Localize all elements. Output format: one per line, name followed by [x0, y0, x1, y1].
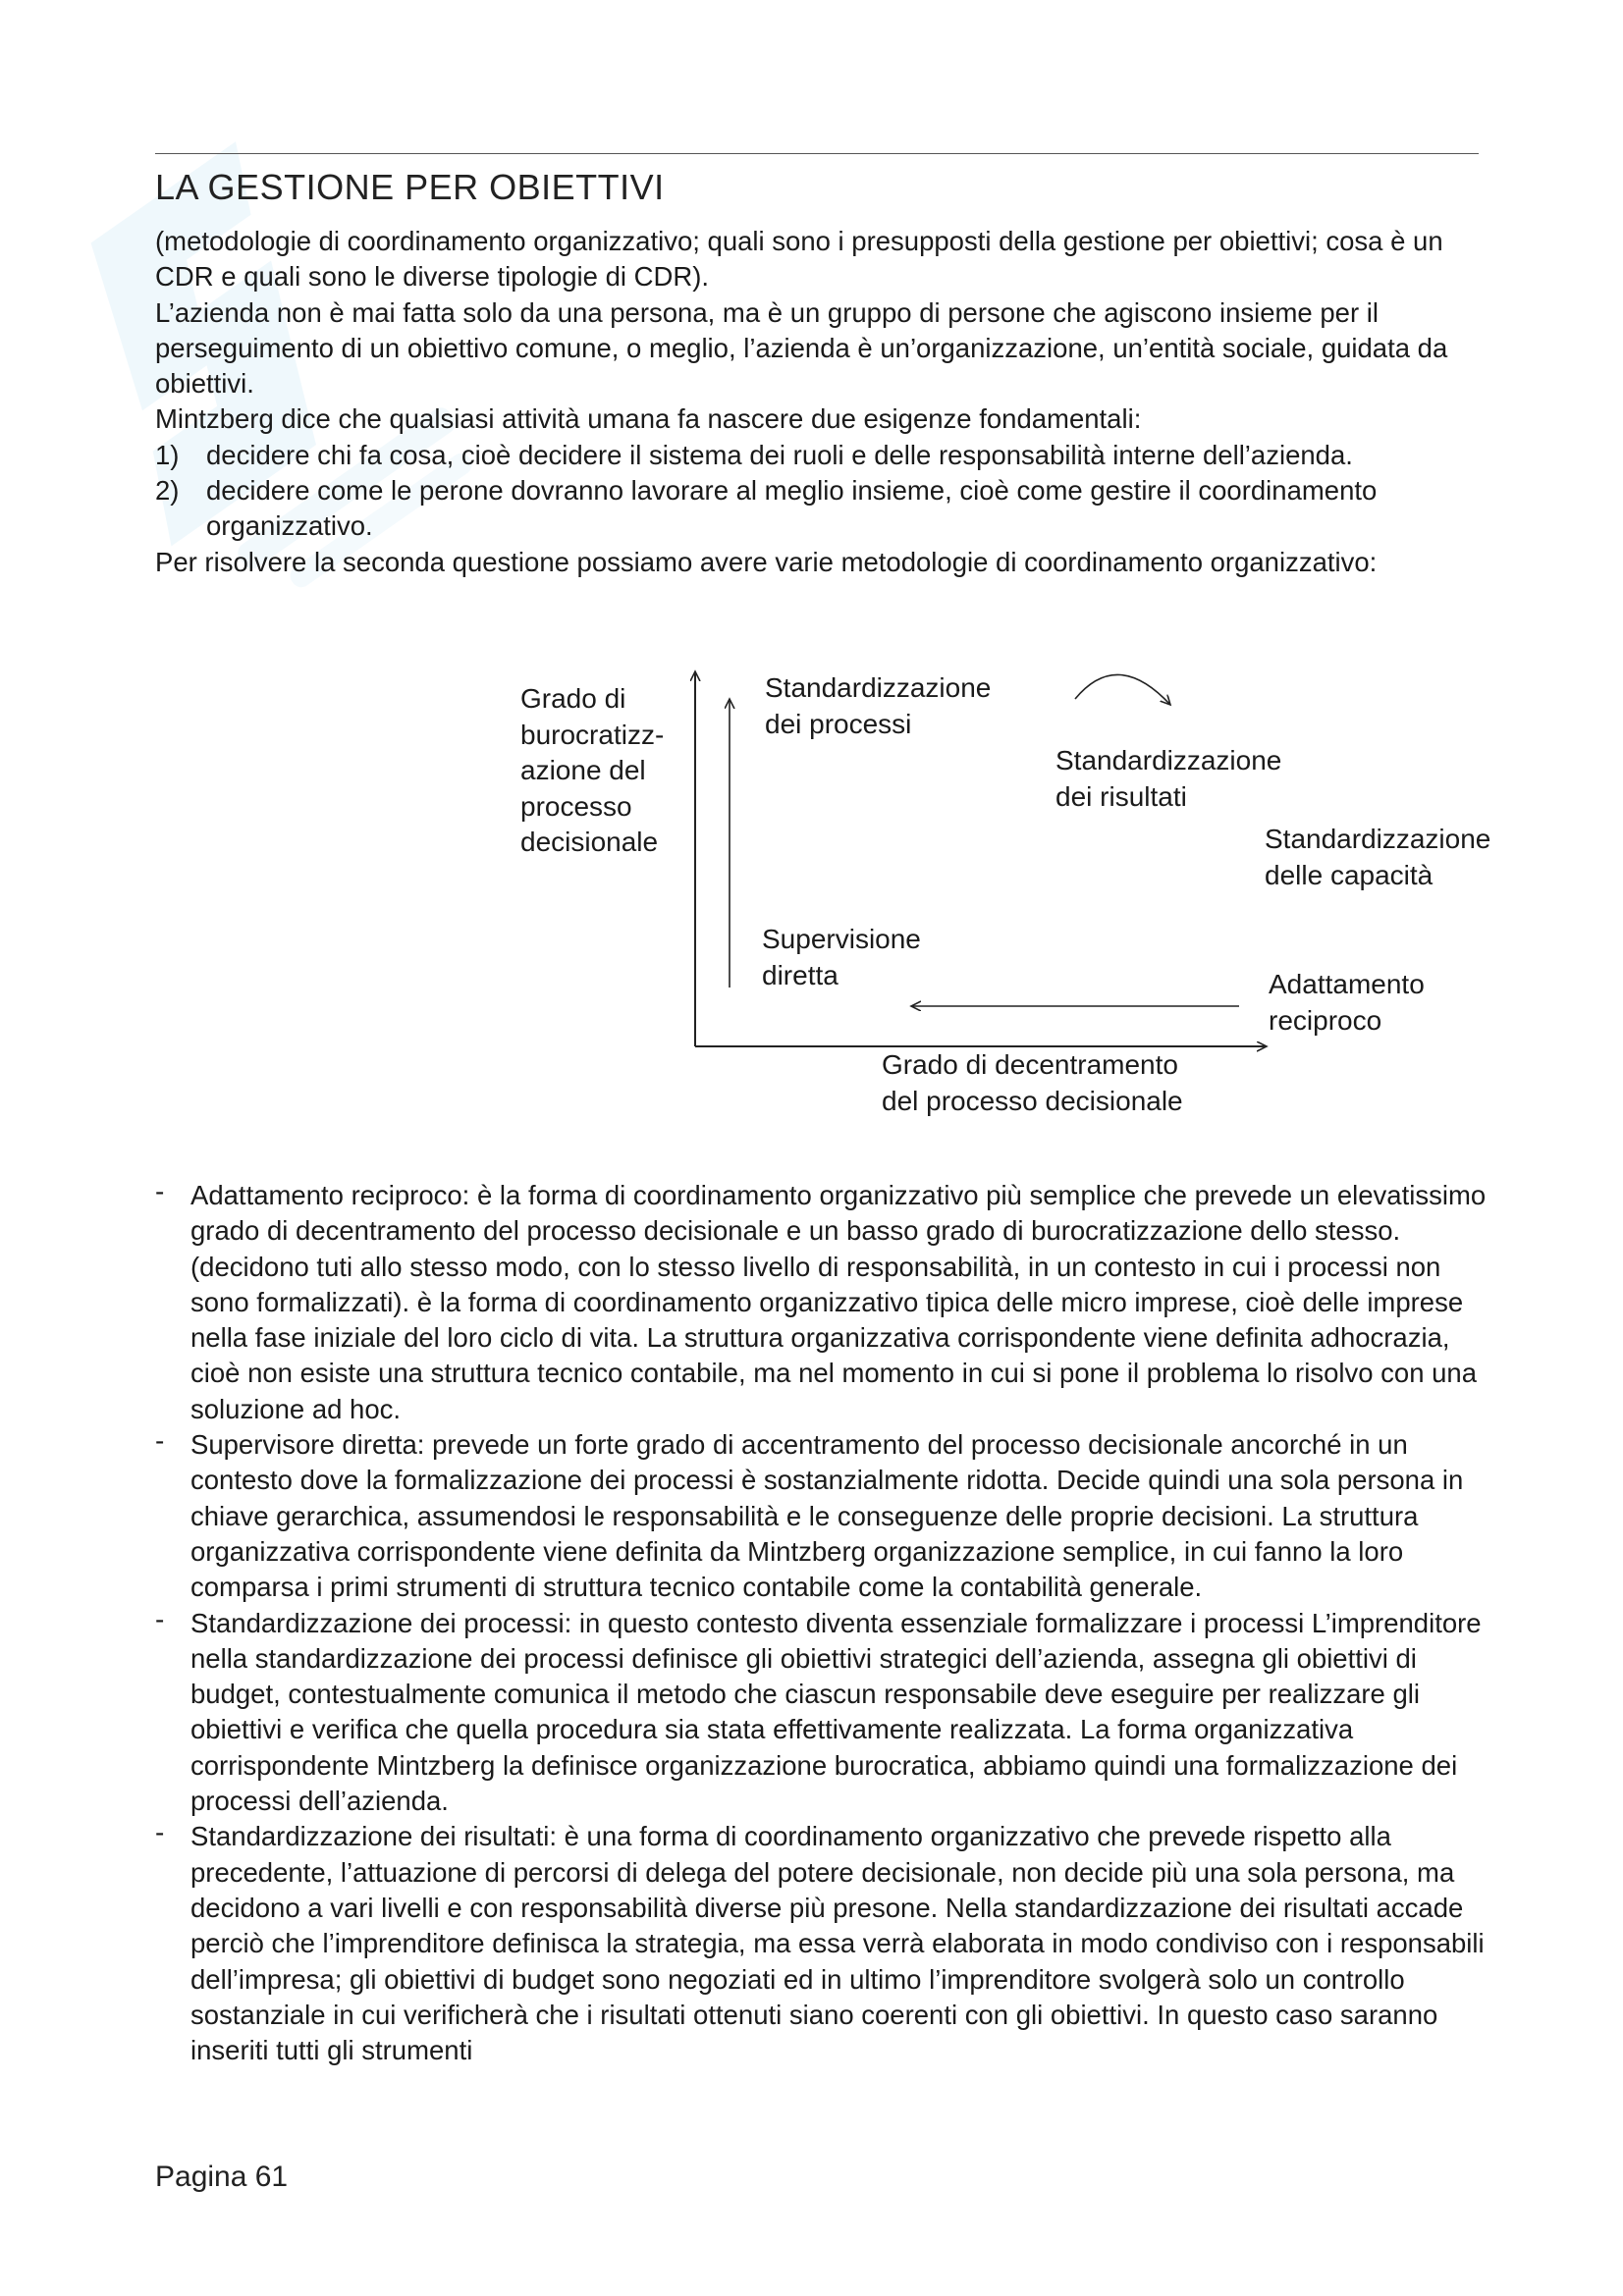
label-supervisione: Supervisione diretta: [762, 924, 921, 990]
dash-icon: -: [155, 1176, 165, 1206]
dash-icon: -: [155, 1817, 165, 1848]
label-std-capacita: Standardizzazione delle capacità: [1265, 824, 1491, 890]
page-number: Pagina 61: [155, 2161, 289, 2193]
bullet-list: [155, 1178, 1490, 2068]
label-std-processi: Standardizzazione dei processi: [765, 672, 992, 739]
intro-paragraph-4: Per risolvere la seconda questione possiamo avere varie metodologie di coordinamento organizzativo:: [155, 546, 1378, 577]
intro-paragraph-1: (metodologie di coordinamento organizzativo; quali sono i presupposti della gestione per obiettivi; cosa è un CDR e quali sono le diverse tipologie di CDR).: [155, 226, 1443, 293]
intro-paragraph-3: Mintzberg dice che qualsiasi attività umana fa nascere due esigenze fondamentali:: [155, 403, 1142, 435]
x-axis-label: Grado di decentramento del processo decisionale: [882, 1049, 1183, 1116]
list-item: [155, 1819, 1490, 2068]
curved-arrow: [1075, 674, 1170, 705]
item-text: decidere chi fa cosa, cioè decidere il sistema dei ruoli e delle responsabilità interne dell’azienda.: [206, 439, 1353, 470]
y-axis-label: Grado di burocratizz- azione del processo decisionale: [520, 683, 665, 857]
bullet-text: Adattamento reciproco: è la forma di coordinamento organizzativo più semplice che prevede un elevatissimo grado di decentramento del processo decisionale e un basso grado di burocratizzazione dello stesso. (decidono tuti allo stesso modo, con lo stesso livello di responsabilità, in un contesto in cui i processi non sono formalizzati). è la forma di coordinamento organizzativo tipica delle micro imprese, cioè delle imprese nella fase iniziale del loro ciclo di vita. La struttura organizzativa corrispondente viene definita adhocrazia, cioè non esiste una struttura tecnico contabile, ma nel momento in cui si pone il problema lo risolvo con una soluzione ad hoc.: [190, 1180, 1487, 1424]
label-std-risultati: Standardizzazione dei risultati: [1055, 745, 1282, 812]
page-title: LA GESTIONE PER OBIETTIVI: [155, 167, 665, 207]
bullet-text: Standardizzazione dei processi: in questo contesto diventa essenziale formalizzare i processi L’imprenditore nella standardizzazione dei processi definisce gli obiettivi strategici dell’azienda, assegna gli obiettivi di budget, contestualmente comunica il metodo che ciascun responsabile deve eseguire per realizzare gli obiettivi e verifica che quella procedura sia stata effettivamente realizzata. La forma organizzativa corrispondente Mintzberg la definisce organizzazione burocratica, abbiamo quindi una formalizzazione dei processi dell’azienda.: [190, 1607, 1482, 1817]
dash-icon: -: [155, 1425, 165, 1457]
item-number: 1): [155, 439, 180, 470]
intro-paragraph-2: L’azienda non è mai fatta solo da una persona, ma è un gruppo di persone che agiscono insieme per il perseguimento di un obiettivo comune, o meglio, l’azienda è un’organizzazione, un’entità sociale, guidata da obiettivi.: [155, 296, 1448, 400]
bullet-text: Standardizzazione dei risultati: è una forma di coordinamento organizzativo che prevede rispetto alla precedente, l’attuazione di percorsi di delega del potere decisionale, non decide più una sola persona, ma decidono a vari livelli e con responsabilità diverse più presone. Nella standardizzazione dei risultati accade perciò che l’imprenditore definisca la strategia, ma essa verrà elaborata in modo condiviso con i responsabili dell’impresa; gli obiettivi di budget sono negoziati ed in ultimo l’imprenditore svolgerà solo un controllo sostanziale in cui verificherà che i risultati ottenuti siano coerenti con gli obiettivi. In questo caso saranno inseriti tutti gli strumenti: [190, 1821, 1485, 2066]
bullet-text: Supervisore diretta: prevede un forte grado di accentramento del processo decisionale ancorché in un contesto dove la formalizzazione dei processi è sostanzialmente ridotta. Decide quindi una sola persona in chiave gerarchica, assumendosi le responsabilità e le conseguenze delle proprie decisioni. La struttura organizzativa corrispondente viene definita da Mintzberg organizzazione semplice, in cui fanno la loro comparsa i primi strumenti di struttura tecnico contabile come la contabilità generale.: [190, 1429, 1464, 1603]
label-adattamento: Adattamento reciproco: [1269, 969, 1425, 1036]
list-item: [155, 1178, 1490, 1427]
item-text: decidere come le perone dovranno lavorare al meglio insieme, cioè come gestire il coordinamento organizzativo.: [206, 475, 1378, 542]
list-item: [155, 1603, 1490, 1820]
dash-icon: -: [155, 1603, 165, 1634]
list-item: [155, 1427, 1490, 1605]
item-number: 2): [155, 475, 180, 507]
